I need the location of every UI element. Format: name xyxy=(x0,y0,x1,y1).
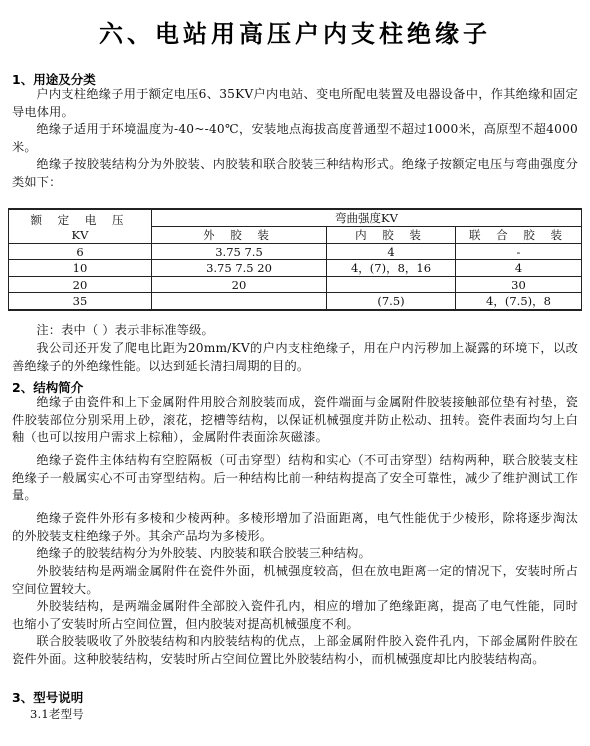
section-heading-model: 3、型号说明 xyxy=(12,690,84,705)
table-cell-joint: 30 xyxy=(456,277,582,293)
table-cell-outer xyxy=(152,293,327,311)
table-header-voltage xyxy=(9,209,152,244)
paragraph-usage-2: 绝缘子适用于环境温度为-40~-40℃，安装地点海拔高度普通型不超过1000米，高原型不超4000米。 xyxy=(12,122,578,154)
table-header-strength: 弯曲强度KV xyxy=(152,209,582,227)
table-cell-kv: 20 xyxy=(9,277,152,293)
table-header-outer: 外 胶 装 xyxy=(152,227,327,244)
paragraph-usage-1: 户内支柱绝缘子用于额定电压6、35KV户内电站、变电所配电装置及电器设备中，作其绝缘和固定导电体用。 xyxy=(12,87,578,119)
table-cell-joint: 4，(7.5)，8 xyxy=(456,293,582,311)
classification-table xyxy=(8,208,582,311)
table-row xyxy=(9,260,582,277)
table-row xyxy=(9,244,582,260)
table-row xyxy=(9,277,582,293)
table-header-row xyxy=(9,209,582,227)
table-header-inner: 内 胶 装 xyxy=(327,227,456,244)
table-cell-inner: (7.5) xyxy=(327,293,456,311)
table-header-voltage-label: 额 定 电 压 xyxy=(30,212,130,227)
table-header-joint: 联 合 胶 装 xyxy=(456,227,582,244)
paragraph-structure-1: 绝缘子由瓷件和上下金属附件用胶合剂胶装而成，瓷件端面与金属附件胶装接触部位垫有衬垫，瓷件胶装部位分别采用上砂，滚花，挖槽等结构，以保证机械强度并防止松动、扭转。瓷件表面均匀上白釉（也可以按用户需求上棕釉），金属附件表面涂灰磁漆。 xyxy=(12,395,578,444)
subsection-old-model: 3.1老型号 xyxy=(30,707,84,721)
paragraph-structure-7: 联合胶装吸收了外胶装结构和内胶装结构的优点，上部金属附件胶入瓷件孔内，下部金属附件胶在瓷件外面。这种胶装结构，安装时所占空间位置比外胶装结构小，而机械强度却比内胶装结构高。 xyxy=(12,634,578,666)
table-cell-joint: 4 xyxy=(456,260,582,277)
page-title: 六、电站用高压户内支柱绝缘子 xyxy=(99,20,491,48)
paragraph-structure-2: 绝缘子瓷件主体结构有空腔隔板（可击穿型）结构和实心（不可击穿型）结构两种，联合胶装支柱绝缘子一般属实心不可击穿型结构。后一种结构比前一种结构提高了安全可靠性，减少了维护测试工作量。 xyxy=(12,453,578,502)
table-header-voltage-unit: KV xyxy=(71,227,89,242)
table-cell-kv: 6 xyxy=(9,244,152,260)
paragraph-structure-5: 外胶装结构是两端金属附件在瓷件外面，机械强度较高，但在放电距离一定的情况下，安装时所占空间位置较大。 xyxy=(12,564,578,596)
table-cell-joint: - xyxy=(456,244,582,260)
paragraph-structure-6: 外胶装结构，是两端金属附件全部胶入瓷件孔内，相应的增加了绝缘距离，提高了电气性能，同时也缩小了安装时所占空间位置，但内胶装对提高机械强度不利。 xyxy=(12,599,578,631)
table-note: 注：表中（ ）表示非标准等级。 xyxy=(36,323,214,337)
paragraph-structure-4: 绝缘子的胶装结构分为外胶装、内胶装和联合胶装三种结构。 xyxy=(36,546,371,560)
table-row xyxy=(9,293,582,311)
table-cell-inner xyxy=(327,277,456,293)
table-cell-outer: 20 xyxy=(152,277,327,293)
table-cell-kv: 10 xyxy=(9,260,152,277)
table-cell-inner: 4，(7)，8，16 xyxy=(327,260,456,277)
section-heading-structure: 2、结构简介 xyxy=(12,380,84,395)
paragraph-creepage: 我公司还开发了爬电比距为20mm/KV的户内支柱绝缘子，用在户内污秽加上凝露的环境下，以改善绝缘子的外绝缘性能。以达到延长清扫周期的目的。 xyxy=(12,341,578,373)
table-cell-outer: 3.75 7.5 xyxy=(152,244,327,260)
paragraph-structure-3: 绝缘子瓷件外形有多棱和少棱两种。多棱形增加了沿面距离，电气性能优于少棱形，除将逐步淘汰的外胶装支柱绝缘子外。其余产品均为多棱形。 xyxy=(12,511,578,543)
section-heading-usage: 1、用途及分类 xyxy=(12,72,96,87)
table-cell-inner: 4 xyxy=(327,244,456,260)
paragraph-usage-3: 绝缘子按胶装结构分为外胶装、内胶装和联合胶装三种结构形式。绝缘子按额定电压与弯曲强度分类如下： xyxy=(12,157,578,189)
table-cell-outer: 3.75 7.5 20 xyxy=(152,260,327,277)
table-cell-kv: 35 xyxy=(9,293,152,311)
